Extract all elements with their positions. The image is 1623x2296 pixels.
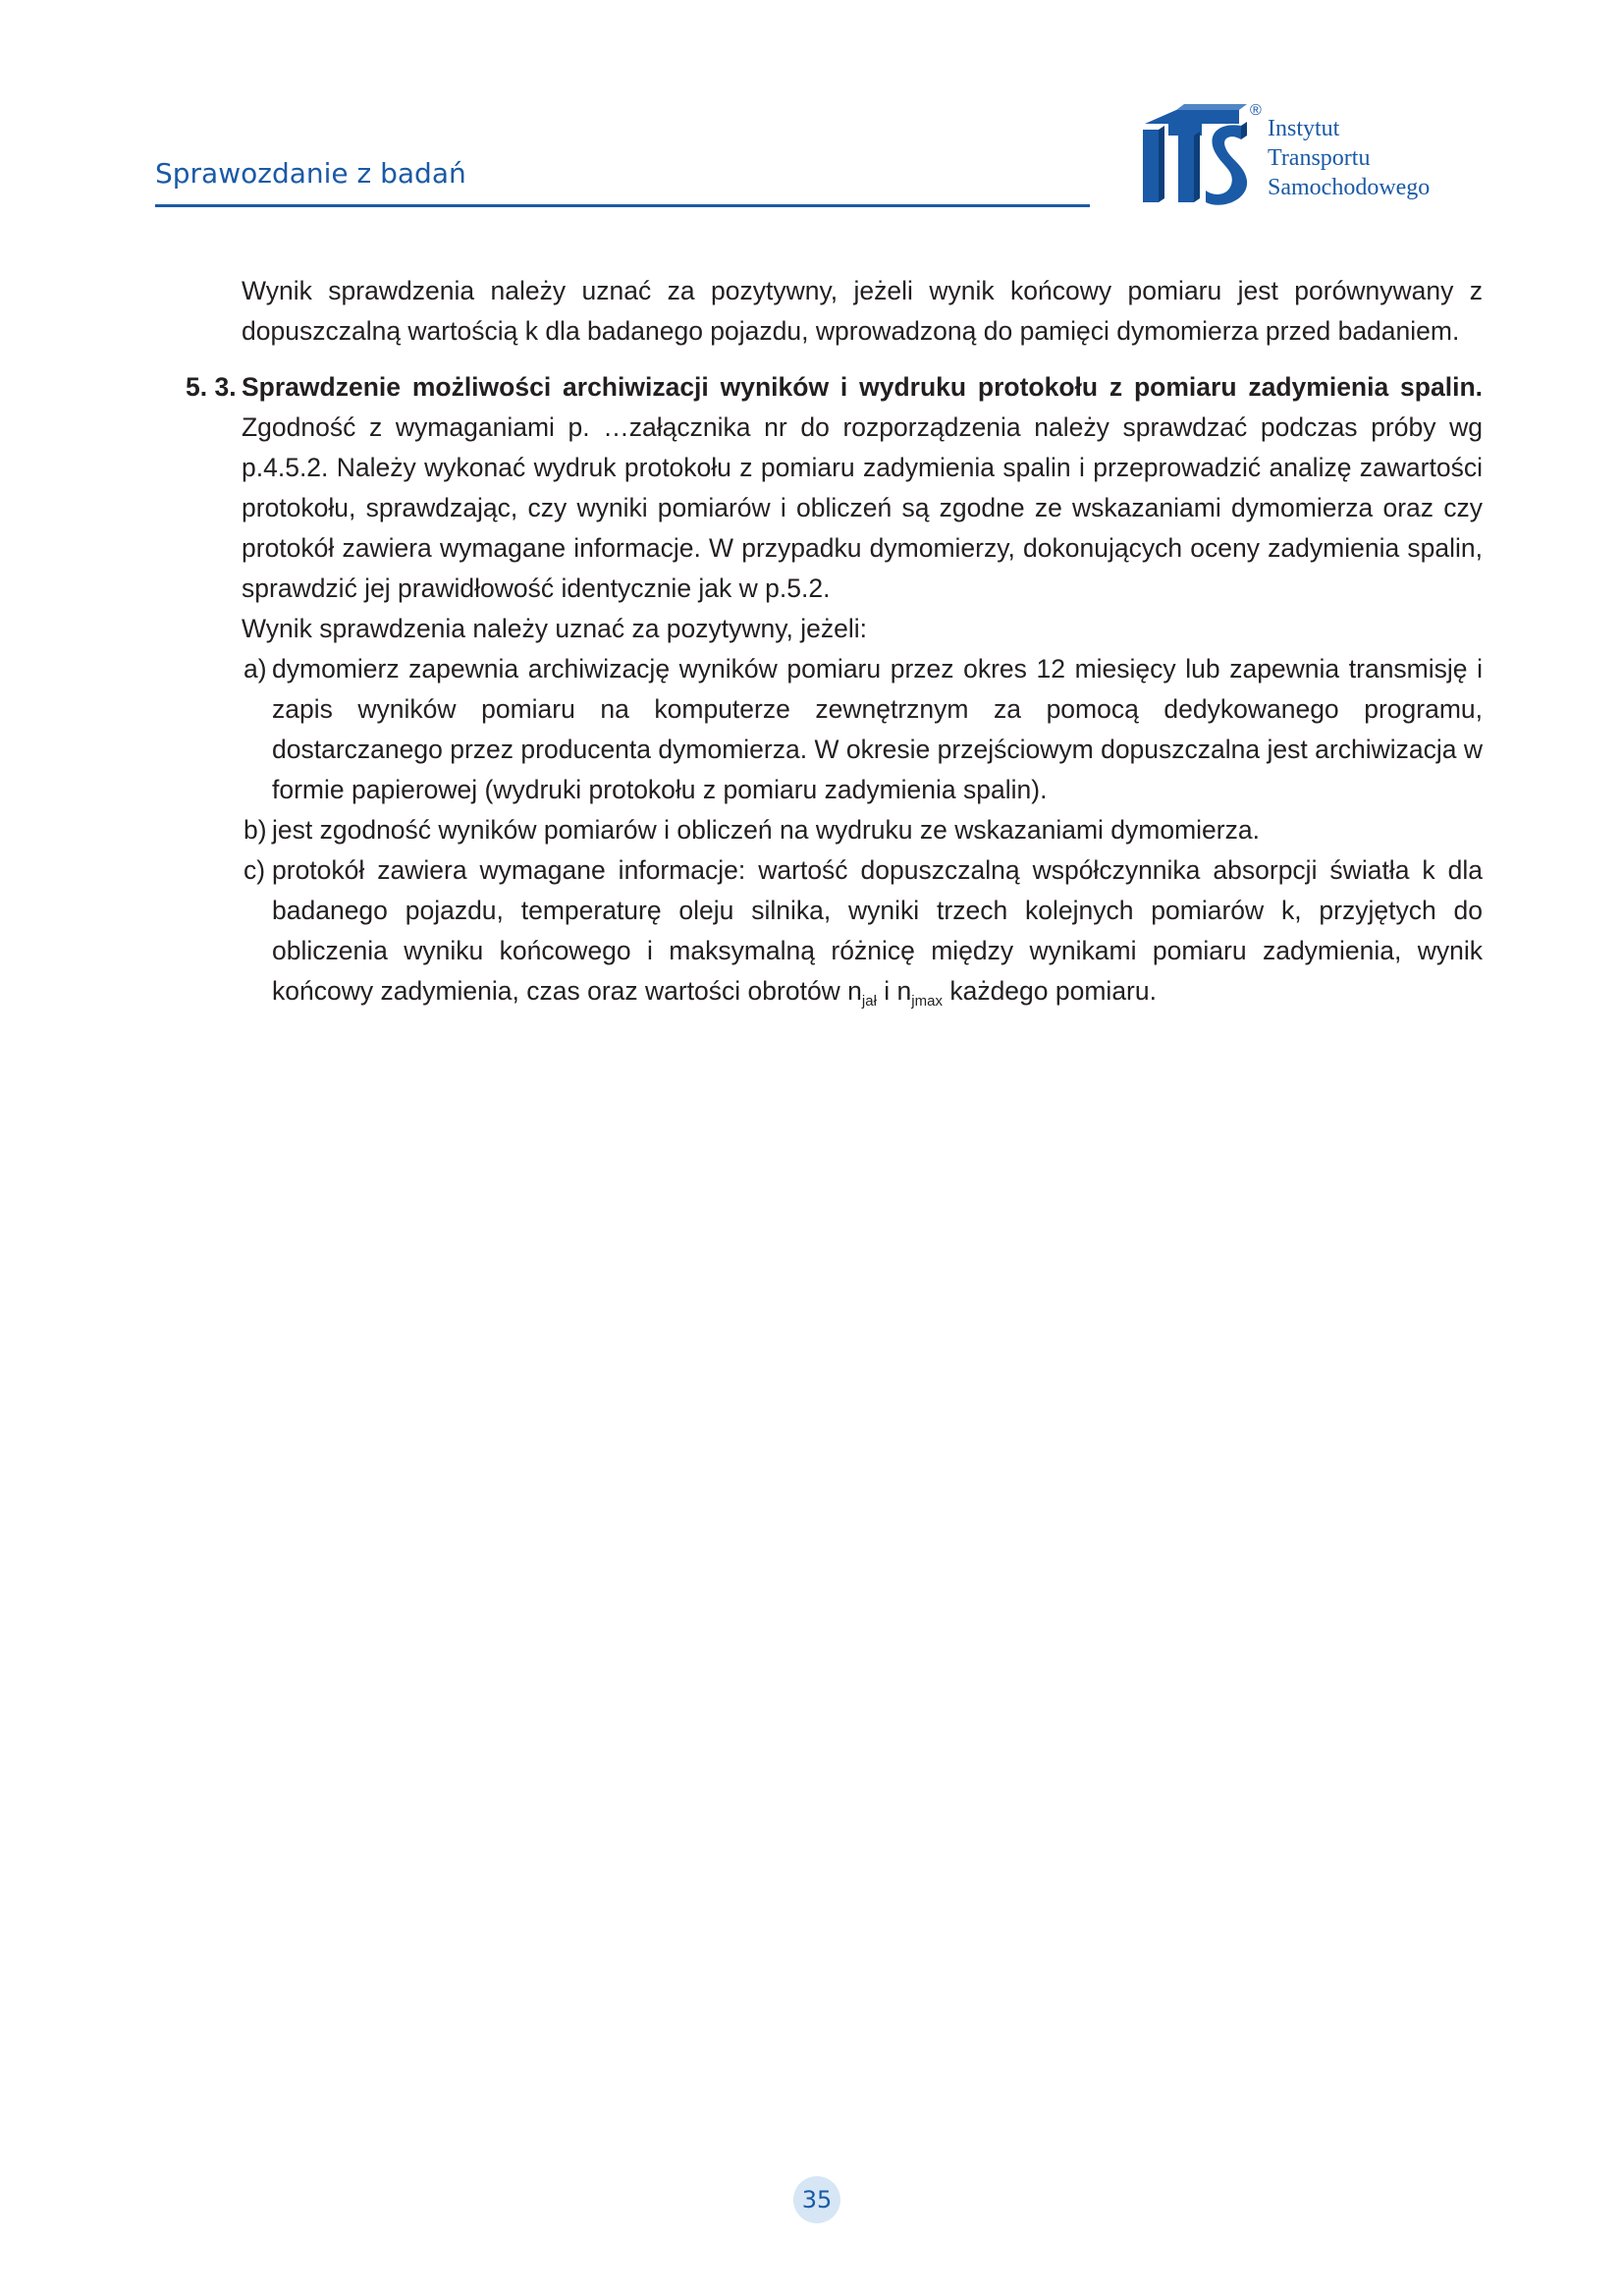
page-number: 35 (793, 2176, 840, 2223)
registered-mark: ® (1250, 102, 1262, 119)
list-marker: c) (243, 855, 266, 885)
list-item (242, 850, 1483, 1011)
list-item-text: dymomierz zapewnia archiwizację wyników pomiaru przez okres 12 miesięcy lub zapewnia transmisję i zapis wyników pomiaru na komputerze zewnętrznym za pomocą dedykowanego programu, dostarczanego przez producenta dymomierza. W okresie przejściowym dopuszczalna jest archiwizacja w formie papierowej (wydruki protokołu z pomiaru zadymienia spalin). (272, 654, 1483, 804)
section-number: 5. 3. (186, 372, 237, 402)
section-body: Zgodność z wymaganiami p. …załącznika nr do rozporządzenia należy sprawdzać podczas próby wg p.4.5.2. Należy wykonać wydruk protokołu z pomiaru zadymienia spalin i przeprowadzić analizę zawartości protokołu, sprawdzając, czy wyniki pomiarów i obliczeń są zgodne ze wskazaniami dymomierza oraz czy protokół zawiera wymagane informacje. W przypadku dymomierzy, dokonujących oceny zadymienia spalin, sprawdzić jej prawidłowość identycznie jak w p.5.2. (242, 412, 1483, 603)
criteria-list (242, 649, 1483, 1011)
subscript-jal: jał (861, 993, 877, 1010)
logo-line-2: Transportu (1268, 145, 1371, 171)
header-title: Sprawozdanie z badań (155, 157, 466, 190)
logo-line-3: Samochodowego (1268, 175, 1431, 200)
list-item-text-mid: i n (876, 976, 912, 1006)
logo-text (1268, 114, 1430, 202)
document-body (186, 271, 1483, 1011)
header-rule (155, 204, 1090, 207)
its-logo-mark (1137, 102, 1265, 210)
list-marker: a) (243, 654, 267, 683)
logo-line-1: Instytut (1268, 116, 1340, 141)
section-title: Sprawdzenie możliwości archiwizacji wyników i wydruku protokołu z pomiaru zadymienia spalin. (242, 372, 1483, 402)
list-marker: b) (243, 815, 267, 845)
list-item (242, 649, 1483, 810)
list-item (242, 810, 1483, 850)
subscript-jmax: jmax (911, 993, 943, 1010)
section-paragraph (242, 367, 1483, 609)
list-item-text-end: każdego pomiaru. (942, 976, 1157, 1006)
its-logo (1137, 102, 1451, 212)
criteria-intro: Wynik sprawdzenia należy uznać za pozytywny, jeżeli: (242, 614, 868, 643)
intro-paragraph: Wynik sprawdzenia należy uznać za pozytywny, jeżeli wynik końcowy pomiaru jest porównywany z dopuszczalną wartością k dla badanego pojazdu, wprowadzoną do pamięci dymomierza przed badaniem. (242, 276, 1483, 346)
list-item-text: jest zgodność wyników pomiarów i obliczeń na wydruku ze wskazaniami dymomierza. (272, 815, 1260, 845)
list-item-text: protokół zawiera wymagane informacje: wartość dopuszczalną współczynnika absorpcji światła k dla badanego pojazdu, temperaturę oleju silnika, wyniki trzech kolejnych pomiarów k, przyjętych do obliczenia wyniku końcowego i maksymalną różnicę między wynikami pomiaru zadymienia, wynik końcowy zadymienia, czas oraz wartości obrotów n (272, 855, 1483, 1006)
section-5-3 (186, 367, 1483, 1011)
